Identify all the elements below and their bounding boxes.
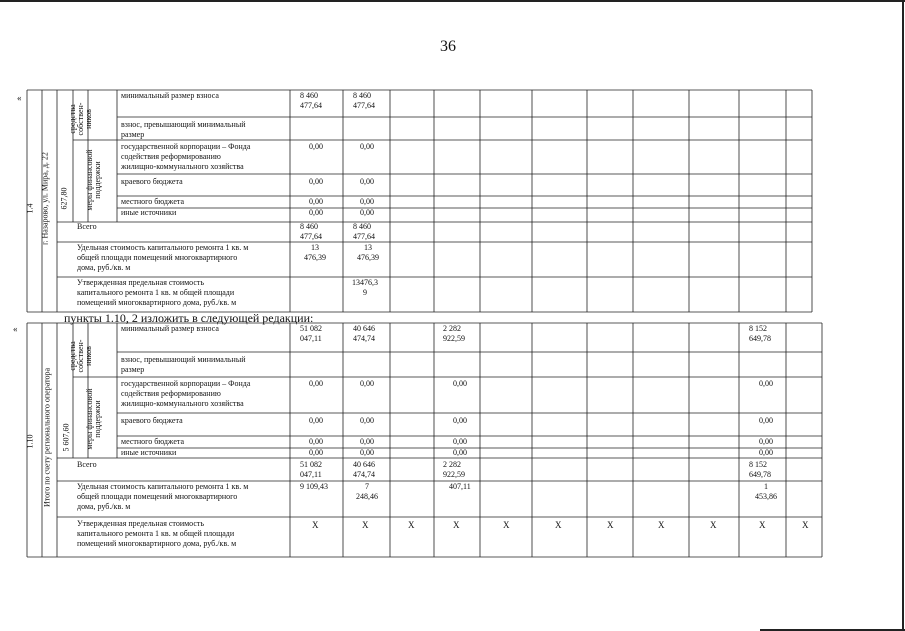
t1-row6-c2: 0,00 [360, 208, 374, 217]
t2-row8-c11: 1 453,86 [755, 482, 777, 501]
t2-row9-x5: Х [503, 520, 510, 530]
t1-row8-c2: 13 476,39 [357, 243, 379, 262]
t2-row9-x3: Х [408, 520, 415, 530]
t2-title: Итого по счету регионального оператора [42, 367, 52, 508]
t2-row4-c1: 0,00 [309, 416, 323, 425]
t1-row4-c1: 0,00 [309, 177, 323, 186]
section-note: пункты 1.10, 2 изложить в следующей редакции: [64, 311, 314, 325]
t1-row3-c2: 0,00 [360, 142, 374, 151]
t2-row6-label: иные источники [121, 448, 177, 457]
t2-row6-c4: 0,00 [453, 448, 467, 457]
t2-row9-x11: Х [802, 520, 809, 530]
t2-row1-label: минимальный размер взноса [121, 324, 219, 333]
t2-row3-c11: 0,00 [759, 379, 773, 388]
t1-item-no: 1.4 [25, 203, 35, 214]
t2-row4-c4: 0,00 [453, 416, 467, 425]
t2-row3-c2: 0,00 [360, 379, 374, 388]
t1-row1-label: минимальный размер взноса [121, 91, 219, 100]
t1-row7-label: Всего [77, 222, 97, 231]
t1-row1-c1: 8 460 477,64 [300, 91, 322, 110]
t1-row5-label: местного бюджета [121, 197, 185, 206]
t1-group-owners: средства собствен-ников [68, 102, 93, 136]
t2-row5-label: местного бюджета [121, 437, 185, 446]
t2-row7-c4: 2 282 922,59 [443, 460, 465, 479]
t1-row8-c1: 13 476,39 [304, 243, 326, 262]
t2-row1-c2: 40 646 474,74 [353, 324, 375, 343]
t2-row5-c1: 0,00 [309, 437, 323, 446]
t2-row9-x9: Х [710, 520, 717, 530]
t1-row3-label: государственной корпорации – Фонда содействия реформированию жилищно-коммунального хозяйства [121, 142, 251, 171]
t1-area: 627,80 [59, 187, 69, 210]
t2-row4-c11: 0,00 [759, 416, 773, 425]
t1-row5-c2: 0,00 [360, 197, 374, 206]
t2-area: 5 607,60 [61, 423, 71, 452]
t2-row6-c11: 0,00 [759, 448, 773, 457]
t2-row1-c4: 2 282 922,59 [443, 324, 465, 343]
t2-row8-c2: 7 248,46 [356, 482, 378, 501]
t2-group-owners: средства собствен-ников [68, 339, 93, 373]
t2-row9-x4: Х [453, 520, 460, 530]
t2-row1-c1: 51 082 047,11 [300, 324, 322, 343]
t2-row7-c2: 40 646 474,74 [353, 460, 375, 479]
t2-item-no: 1.10 [25, 434, 35, 449]
t2-group-support: меры финансовой поддержки [85, 388, 102, 450]
t1-row6-c1: 0,00 [309, 208, 323, 217]
t2-row6-c1: 0,00 [309, 448, 323, 457]
quote-mark-2: « [13, 324, 18, 334]
t2-row7-c1: 51 082 047,11 [300, 460, 322, 479]
t2-row7-label: Всего [77, 460, 97, 469]
quote-mark-1: « [17, 93, 22, 103]
t2-row5-c4: 0,00 [453, 437, 467, 446]
page-number: 36 [440, 38, 456, 55]
t2-row9-x8: Х [658, 520, 665, 530]
t2-row5-c11: 0,00 [759, 437, 773, 446]
t2-row2-label: взнос, превышающий минимальный размер [121, 355, 246, 374]
t2-row3-label: государственной корпорации – Фонда содействия реформированию жилищно-коммунального хозяйства [121, 379, 251, 408]
t1-row5-c1: 0,00 [309, 197, 323, 206]
t2-row9-x2: Х [362, 520, 369, 530]
t1-row6-label: иные источники [121, 208, 177, 217]
t2-row8-c4: 407,11 [449, 482, 471, 491]
t1-row1-c2: 8 460 477,64 [353, 91, 375, 110]
t2-row8-c1: 9 109,43 [300, 482, 328, 491]
t1-row3-c1: 0,00 [309, 142, 323, 151]
t1-row7-c1: 8 460 477,64 [300, 222, 322, 241]
t1-row7-c2: 8 460 477,64 [353, 222, 375, 241]
t2-row1-c11: 8 152 649,78 [749, 324, 771, 343]
t1-address: г. Назарово, ул. Мира, д. 22 [40, 152, 50, 245]
t2-row5-c2: 0,00 [360, 437, 374, 446]
t2-row3-c4: 0,00 [453, 379, 467, 388]
t1-row4-c2: 0,00 [360, 177, 374, 186]
t2-row9-label: Утвержденная предельная стоимость капитального ремонта 1 кв. м общей площади помещений многоквартирного дома, руб./кв. м [77, 519, 237, 548]
t1-row4-label: краевого бюджета [121, 177, 183, 186]
t2-row8-label: Удельная стоимость капитального ремонта 1 кв. м общей площади помещений многоквартирного дома, руб./кв. м [77, 482, 249, 511]
t2-row7-c11: 8 152 649,78 [749, 460, 771, 479]
t2-row4-label: краевого бюджета [121, 416, 183, 425]
t1-group-support: меры финансовой поддержки [85, 149, 102, 211]
t2-row6-c2: 0,00 [360, 448, 374, 457]
t1-row9-c2: 13476,3 9 [352, 278, 378, 297]
t1-row9-label: Утвержденная предельная стоимость капитального ремонта 1 кв. м общей площади помещений многоквартирного дома, руб./кв. м [77, 278, 237, 307]
t2-row3-c1: 0,00 [309, 379, 323, 388]
t2-row9-x7: Х [607, 520, 614, 530]
t1-row2-label: взнос, превышающий минимальный размер [121, 120, 246, 139]
t2-row4-c2: 0,00 [360, 416, 374, 425]
t2-row9-x6: Х [555, 520, 562, 530]
t2-row9-x1: Х [312, 520, 319, 530]
t2-row9-x10: Х [759, 520, 766, 530]
t1-row8-label: Удельная стоимость капитального ремонта 1 кв. м общей площади помещений многоквартирного дома, руб./кв. м [77, 243, 249, 272]
